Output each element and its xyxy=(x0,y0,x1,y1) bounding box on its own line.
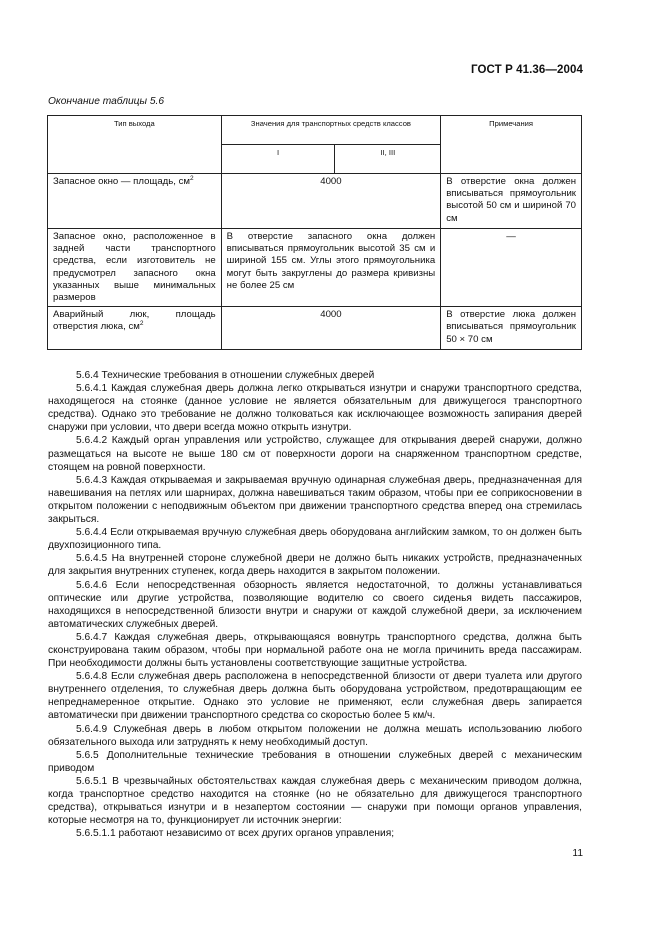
exit-type-cell xyxy=(48,307,222,350)
document-code: ГОСТ Р 41.36—2004 xyxy=(471,64,583,76)
paragraph: 5.6.4.9 Служебная дверь в любом открытом положении не должна мешать использованию любого обязательного выхода или затруднять к нему необходимый доступ. xyxy=(48,723,582,748)
paragraph: 5.6.4 Технические требования в отношении служебных дверей xyxy=(76,370,375,381)
paragraph: 5.6.4.8 Если служебная дверь расположена в непосредственной близости от двери туалета или другого внутреннего отделения, то служебная дверь должна быть оборудована устройством, предотвращающим ее непреднамеренное открытие. Однако это условие не применяют, если служебная дверь запирается автоматически при движении транспортного средства со скоростью более 5 км/ч. xyxy=(48,671,582,722)
table-row xyxy=(48,174,582,229)
superscript: 2 xyxy=(139,320,144,328)
note-cell: В отверстие окна должен вписываться прямоугольник высотой 50 см и шириной 70 см xyxy=(441,174,582,229)
header-exit-type: Тип выхода xyxy=(48,116,222,174)
paragraph: 5.6.4.3 Каждая открываемая и закрываемая вручную одинарная служебная дверь, предназначенная для навешивания на петлях или шарнирах, должна навешиваться таким образом, чтобы при ее соприкосновении в открытом положении с неподвижным объектом при движении транспортного средства вперед она стремилась закрыться. xyxy=(48,474,582,526)
paragraph: 5.6.5.1 В чрезвычайных обстоятельствах каждая служебная дверь с механическим приводом должна, когда транспортное средство находится на стоянке (но не обязательно для движущегося транспортного средства), открываться изнутри и в незапертом состоянии — снаружи при помощи органов управления, которые несмотря на то, функционирует ли источник энергии: xyxy=(48,775,582,827)
paragraph: 5.6.4.7 Каждая служебная дверь, открывающаяся вовнутрь транспортного средства, должна быть сконструирована таким образом, чтобы при нормальной работе она не могла причинить вреда пассажирам. При необходимости должны быть установлены соответствующие защитные устройства. xyxy=(48,631,582,670)
note-cell: В отверстие люка должен вписываться прямоугольник 50 × 70 см xyxy=(441,307,582,350)
exit-type-cell: Запасное окно, расположенное в задней части транспортного средства, если изготовитель не предусмотрел запасного окна указанных выше минимальных размеров xyxy=(48,229,222,307)
exit-type-text: Запасное окно — площадь, см xyxy=(53,176,190,187)
page-number: 11 xyxy=(572,848,583,859)
superscript: 2 xyxy=(189,174,194,182)
paragraph: 5.6.4.4 Если открываемая вручную служебная дверь оборудована английским замком, то он должен быть двухпозиционного типа. xyxy=(48,527,582,552)
paragraph: 5.6.5.1.1 работают независимо от всех других органов управления; xyxy=(76,828,395,840)
paragraph: 5.6.4.2 Каждый орган управления или устройство, служащее для открывания дверей снаружи, должно размещаться на высоте не выше 180 см от поверхности дороги на снаряженном транспортном средстве, стоящем на ровной поверхности. xyxy=(48,435,582,473)
table-row xyxy=(48,229,582,307)
paragraph: 5.6.4.1 Каждая служебная дверь должна легко открываться изнутри и снаружи транспортного средства, находящегося на стоянке (данное условие не является обязательным для движущегося транспортного средства). Однако это требование не должно толковаться как исключающее возможность запирания дверей снаружи при условии, что двери всегда можно открыть изнутри. xyxy=(48,383,582,434)
exit-requirements-table xyxy=(47,115,582,350)
paragraph: 5.6.5 Дополнительные технические требования в отношении служебных дверей с механическим приводом xyxy=(48,749,582,774)
body-text xyxy=(48,369,582,840)
header-values: Значения для транспортных средств классов xyxy=(221,116,441,145)
exit-type-cell xyxy=(48,174,222,229)
paragraph: 5.6.4.6 Если непосредственная обзорность является недостаточной, то должны устанавливаться оптические или другие устройства, позволяющие водителю со своего сиденья видеть пассажиров, находящихся в непосредственной близости внутри и снаружи от каждой служебной двери, за исключением автоматических служебных дверей. xyxy=(48,579,582,630)
value-cell: В отверстие запасного окна должен вписываться прямоугольник высотой 35 см и шириной 155 см. Углы этого прямоугольника могут быть закруглены до размера кривизны не более 25 см xyxy=(221,229,441,307)
value-cell: 4000 xyxy=(221,174,441,229)
note-cell: — xyxy=(441,229,582,307)
table-caption: Окончание таблицы 5.6 xyxy=(48,96,164,107)
table-header-row xyxy=(48,116,582,145)
exit-type-text: Аварийный люк, площадь отверстия люка, см xyxy=(53,309,216,333)
table-row xyxy=(48,307,582,350)
header-notes: Примечания xyxy=(441,116,582,174)
header-class-1: I xyxy=(221,145,335,174)
value-cell: 4000 xyxy=(221,307,441,350)
header-class-2-3: II, III xyxy=(335,145,441,174)
paragraph: 5.6.4.5 На внутренней стороне служебной двери не должно быть никаких устройств, предназначенных для закрытия внутренних ступенек, когда дверь находится в закрытом положении. xyxy=(48,553,582,578)
